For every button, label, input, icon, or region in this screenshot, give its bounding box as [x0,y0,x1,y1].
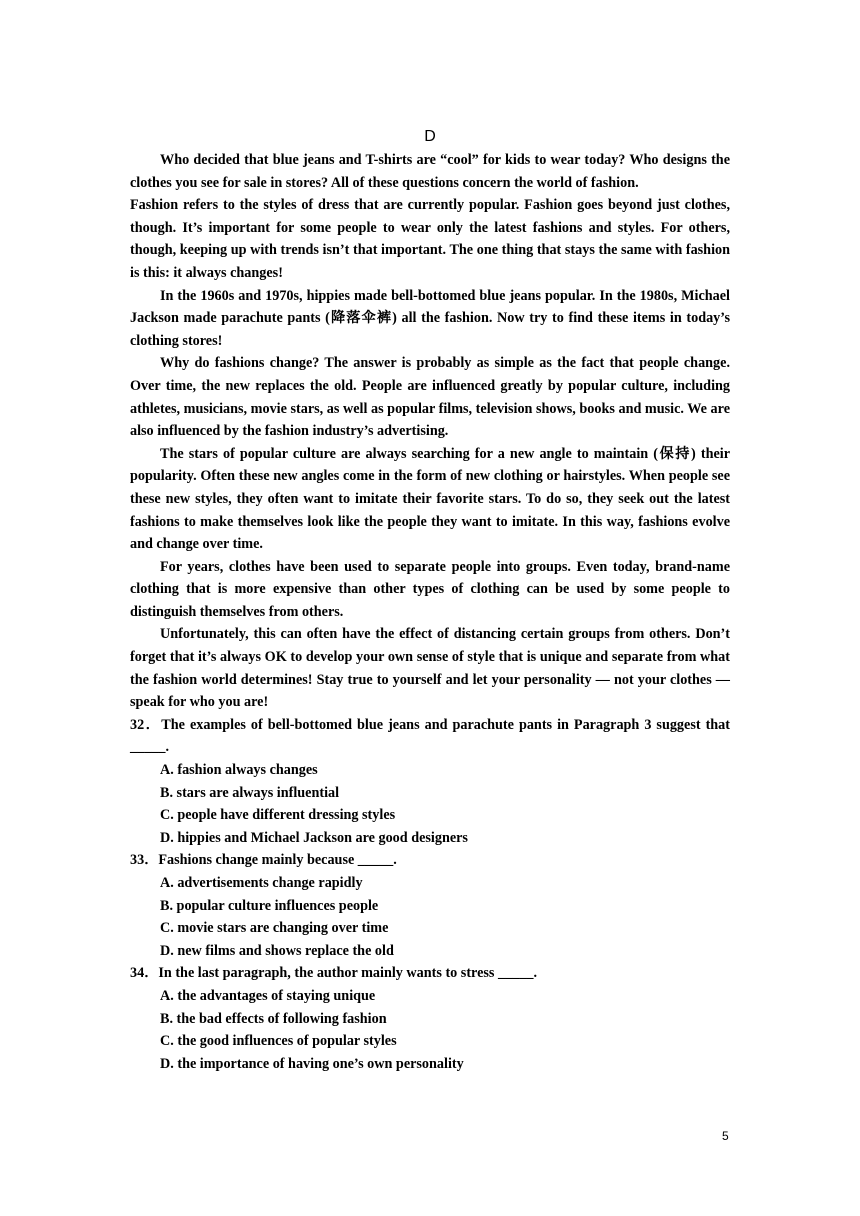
page-number: 5 [722,1129,729,1143]
question-option: B. popular culture influences people [160,897,379,914]
passage-paragraph-7: Unfortunately, this can often have the effect of distancing certain groups from others. Don’t forget that it’s always OK to develop your own sense of style that is unique and separate from what the fashion world determines! Stay true to yourself and let your personality — not your clothes — speak for who you are! [130,626,730,711]
passage-paragraph-5: The stars of popular culture are always searching for a new angle to maintain (保持) their popularity. Often these new angles come in the form of new clothing or hairstyles. When people see these new styles, they often want to imitate their favorite stars. To do so, they seek out the latest fashions to make themselves look like the people they want to imitate. In this way, fashions evolve and change over time. [130,445,730,553]
question-option: A. fashion always changes [160,762,318,779]
question-option: B. stars are always influential [160,784,340,801]
passage-paragraph-6: For years, clothes have been used to separate people into groups. Even today, brand-name clothing that is more expensive than other types of clothing can be used by some people to distinguish themselves from others. [130,558,730,620]
question-option: C. the good influences of popular styles [160,1033,397,1050]
question-stem: 32．The examples of bell-bottomed blue jeans and parachute pants in Paragraph 3 suggest that _____. [130,716,730,756]
passage-paragraph-4: Why do fashions change? The answer is probably as simple as the fact that people change. Over time, the new replaces the old. People are influenced greatly by popular culture, including athletes, musicians, movie stars, as well as popular films, television shows, books and music. We are also influenced by the fashion industry’s advertising. [130,355,730,440]
passage-paragraph-3: In the 1960s and 1970s, hippies made bell-bottomed blue jeans popular. In the 1980s, Michael Jackson made parachute pants (降落伞裤) all the fashion. Now try to find these items in today’s clothing stores! [130,287,730,349]
question-option: C. people have different dressing styles [160,807,396,824]
question-option: D. the importance of having one’s own personality [160,1055,464,1072]
question-option: C. movie stars are changing over time [160,920,389,937]
passage-paragraph-2: Fashion refers to the styles of dress that are currently popular. Fashion goes beyond just clothes, though. It’s important for some people to wear only the latest fashions and styles. For others, though, keeping up with trends isn’t that important. The one thing that stays the same with fashion is this: it always changes! [130,197,730,281]
passage [130,149,730,714]
question-option: A. advertisements change rapidly [160,875,363,891]
question-option: A. the advantages of staying unique [160,987,376,1004]
question-option: B. the bad effects of following fashion [160,1010,387,1027]
passage-paragraph-1: Who decided that blue jeans and T-shirts are “cool” for kids to wear today? Who designs the clothes you see for sale in stores? All of these questions concern the world of fashion. [130,152,730,191]
question-stem: 34．In the last paragraph, the author mainly wants to stress _____. [130,965,537,982]
question-option: D. new films and shows replace the old [160,942,394,959]
question-stem: 33．Fashions change mainly because _____. [130,852,397,869]
section-title: D [424,128,436,145]
question-33 [130,849,730,962]
question-34 [130,962,730,1075]
question-option: D. hippies and Michael Jackson are good designers [160,829,468,846]
question-32 [130,714,730,850]
document-page [130,126,730,1075]
